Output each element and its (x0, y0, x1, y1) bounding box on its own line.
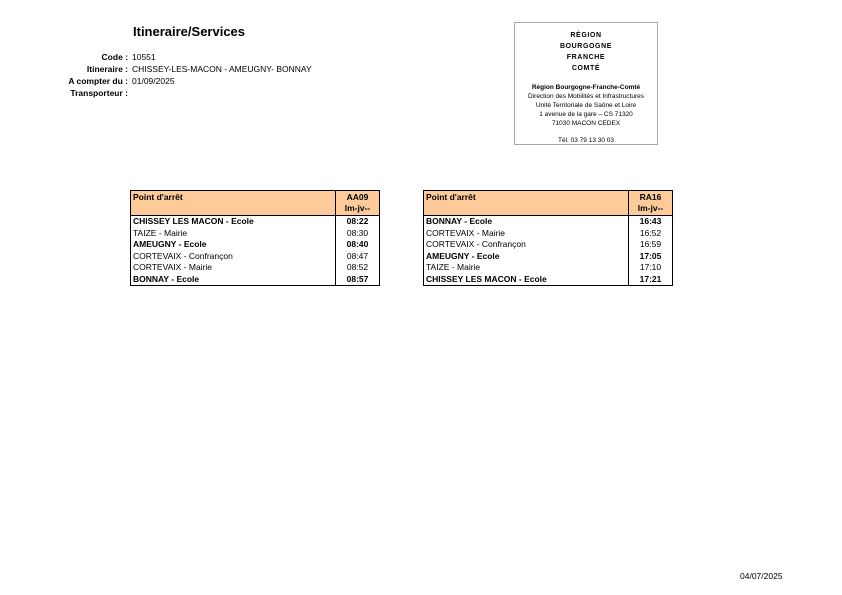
table-row (131, 274, 380, 286)
meta-value: 01/09/2025 (132, 76, 175, 86)
address-line: Région Bourgogne-Franche-Comté (531, 84, 641, 91)
logo-line: RÉGION (570, 32, 602, 39)
service-days: lm-jv-- (637, 203, 664, 213)
stop-time: 16:43 (629, 216, 673, 228)
itinerary-meta (40, 51, 312, 99)
table-row (424, 274, 673, 286)
meta-label: A compter du : (68, 76, 128, 86)
table-row (424, 251, 673, 263)
meta-value: 10551 (132, 52, 156, 62)
logo-line: BOURGOGNE (559, 43, 613, 50)
stop-time: 08:22 (336, 216, 380, 228)
stop-time: 08:30 (336, 228, 380, 240)
stop-name: TAIZE - Mairie (426, 262, 481, 272)
stop-time: 17:05 (629, 251, 673, 263)
address-line: 1 avenue de la gare – CS 71320 (539, 111, 633, 118)
schedule-table-outbound (130, 190, 380, 286)
footer-date: 04/07/2025 (740, 571, 783, 581)
page-title: Itineraire/Services (133, 24, 246, 39)
service-column-header (629, 191, 673, 216)
stop-name: CORTEVAIX - Confrançon (133, 250, 233, 261)
table-row (131, 239, 380, 251)
stop-name: CORTEVAIX - Mairie (133, 262, 213, 272)
region-logo-box (514, 22, 658, 145)
service-days: lm-jv-- (344, 203, 371, 213)
meta-label: Itineraire : (86, 64, 128, 74)
stop-name: CORTEVAIX - Confrançon (426, 239, 526, 249)
stop-name: CHISSEY LES MACON - Ecole (133, 216, 254, 226)
table-row (131, 251, 380, 263)
meta-row-start-date (40, 75, 312, 87)
meta-row-code (40, 51, 312, 63)
stop-column-header: Point d'arrêt (424, 191, 629, 216)
stop-name: AMEUGNY - Ecole (426, 250, 500, 261)
logo-line: COMTÉ (571, 65, 601, 72)
meta-value (128, 87, 132, 99)
stop-time: 17:21 (629, 274, 673, 286)
schedule-table-return (423, 190, 673, 286)
address-line: Unité Territoriale de Saône et Loire (535, 102, 637, 109)
stop-name: CHISSEY LES MACON - Ecole (426, 273, 547, 284)
table-row (424, 216, 673, 228)
table-row (424, 228, 673, 240)
region-logo (515, 30, 657, 74)
stop-name: AMEUGNY - Ecole (133, 239, 207, 249)
meta-label: Transporteur : (70, 88, 128, 98)
stop-time: 08:47 (336, 251, 380, 263)
service-code: RA16 (639, 192, 662, 202)
service-code: AA09 (346, 192, 369, 202)
meta-row-carrier (40, 87, 312, 99)
stop-name: BONNAY - Ecole (426, 216, 493, 226)
stop-time: 08:40 (336, 239, 380, 251)
table-header-row (131, 191, 380, 216)
stop-column-header: Point d'arrêt (131, 191, 336, 216)
stop-time: 16:52 (629, 228, 673, 240)
table-row (424, 239, 673, 251)
table-row (424, 262, 673, 274)
stop-time: 08:57 (336, 274, 380, 286)
region-telephone: Tél. 03 79 13 30 03 (557, 137, 614, 144)
region-address (515, 83, 657, 128)
stop-name: BONNAY - Ecole (133, 273, 200, 284)
stop-name: TAIZE - Mairie (133, 227, 188, 238)
stop-time: 17:10 (629, 262, 673, 274)
logo-line: FRANCHE (566, 54, 606, 61)
stop-name: CORTEVAIX - Mairie (426, 227, 506, 238)
table-row (131, 228, 380, 240)
meta-label: Code : (101, 52, 128, 62)
meta-value: CHISSEY-LES-MACON - AMEUGNY- BONNAY (132, 64, 312, 74)
service-column-header (336, 191, 380, 216)
meta-row-itinerary (40, 63, 312, 75)
address-line: Direction des Mobilités et Infrastructures (528, 93, 644, 100)
stop-time: 16:59 (629, 239, 673, 251)
table-header-row (424, 191, 673, 216)
table-row (131, 216, 380, 228)
table-row (131, 262, 380, 274)
stop-time: 08:52 (336, 262, 380, 274)
address-line: 71030 MACON CEDEX (551, 120, 621, 127)
